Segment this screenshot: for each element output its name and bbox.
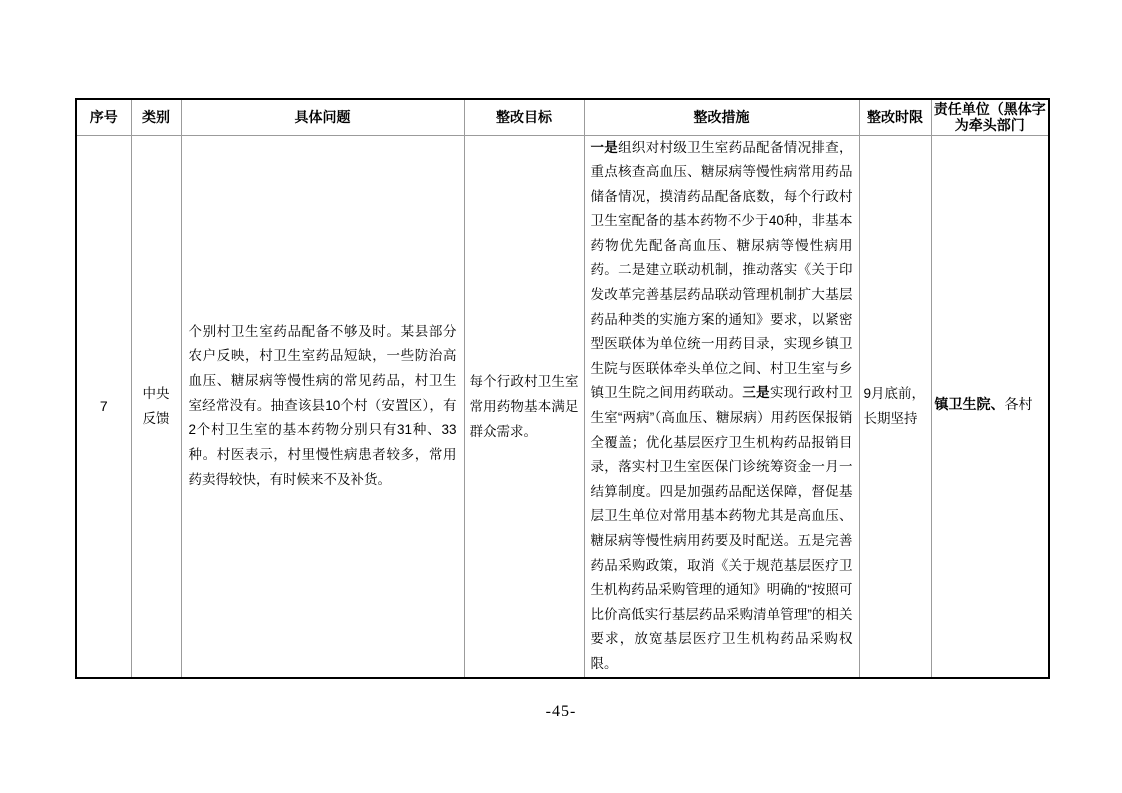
header-problem: 具体问题 bbox=[181, 99, 464, 135]
table-row bbox=[76, 135, 1049, 678]
header-goal: 整改目标 bbox=[464, 99, 584, 135]
cell-measures bbox=[584, 135, 859, 678]
header-category: 类别 bbox=[131, 99, 181, 135]
category-text: 中央反馈 bbox=[142, 386, 170, 427]
header-measures: 整改措施 bbox=[584, 99, 859, 135]
page-number: -45- bbox=[545, 703, 577, 720]
rectification-table bbox=[75, 98, 1050, 679]
measures-lead-3: 三是 bbox=[742, 385, 770, 401]
cell-seq-number: 7 bbox=[76, 135, 131, 678]
header-responsible-unit: 责任单位（黑体字为牵头部门 bbox=[931, 99, 1049, 135]
deadline-line-2: 长期坚持 bbox=[863, 411, 918, 427]
header-deadline: 整改时限 bbox=[859, 99, 931, 135]
cell-responsible-unit bbox=[931, 135, 1049, 678]
cell-problem: 个别村卫生室药品配备不够及时。某县部分农户反映，村卫生室药品短缺，一些防治高血压、糖尿病等慢性病的常见药品，村卫生室经常没有。抽查该县10个村（安置区），有2个村卫生室的基本药物分别只有31种、33种。村医表示，村里慢性病患者较多，常用药卖得较快，有时候来不及补货。 bbox=[181, 135, 464, 678]
cell-deadline bbox=[859, 135, 931, 678]
deadline-line-1: 9月底前， bbox=[863, 386, 926, 402]
measures-lead-1: 一是 bbox=[590, 139, 619, 155]
responsible-other-units: 各村 bbox=[1004, 398, 1033, 414]
cell-goal: 每个行政村卫生室常用药物基本满足群众需求。 bbox=[464, 135, 584, 678]
table-header-row bbox=[76, 99, 1049, 135]
responsible-lead-unit: 镇卫生院、 bbox=[934, 398, 1005, 414]
header-seq: 序号 bbox=[76, 99, 131, 135]
cell-category bbox=[131, 135, 181, 678]
measures-text-3: 实现行政村卫生室“两病”（高血压、糖尿病）用药医保报销全覆盖；优化基层医疗卫生机构药品报销目录，落实村卫生室医保门诊统筹资金一月一结算制度。四是加强药品配送保障，督促基层卫生单位对常用基本药物尤其是高血压、糖尿病等慢性病用药要及时配送。五是完善药品采购政策，取消《关于规范基层医疗卫生机构药品采购管理的通知》明确的“按照可比价高低实行基层药品采购清单管理”的相关要求，放宽基层医疗卫生机构药品采购权限。 bbox=[590, 385, 853, 671]
measures-text-1: 组织对村级卫生室药品配备情况排查，重点核查高血压、糖尿病等慢性病常用药品储备情况，摸清药品配备底数，每个行政村卫生室配备的基本药物不少于40种，非基本药物优先配备高血压、糖尿病等慢性病用药。二是建立联动机制，推动落实《关于印发改革完善基层药品联动管理机制扩大基层药品种类的实施方案的通知》要求，以紧密型医联体为单位统一用药目录，实现乡镇卫生院与医联体牵头单位之间、村卫生室与乡镇卫生院之间用药联动。 bbox=[590, 139, 853, 401]
